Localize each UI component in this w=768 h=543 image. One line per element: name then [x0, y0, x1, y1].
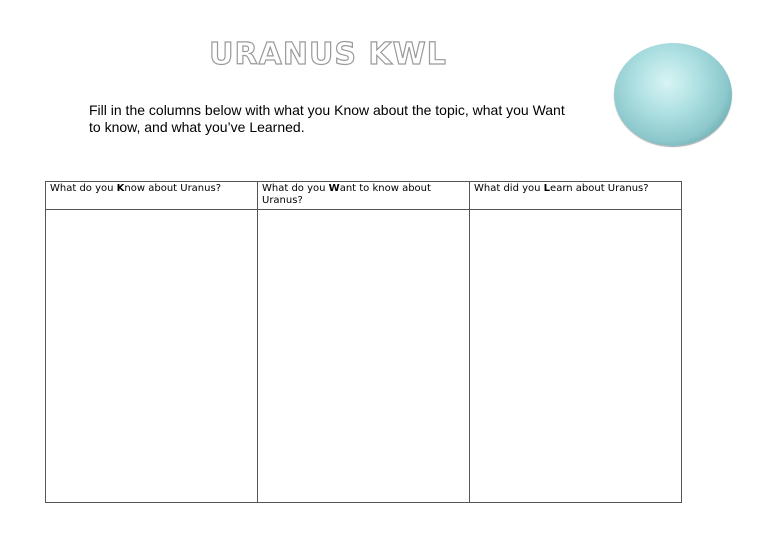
kwl-table	[45, 181, 682, 503]
kwl-column-header-know	[46, 182, 258, 210]
kwl-column-header-text: What do you	[50, 183, 117, 194]
kwl-column-header-letter: W	[328, 183, 340, 194]
kwl-cell-know[interactable]	[46, 210, 258, 503]
page-title: URANUS KWL	[209, 37, 447, 72]
kwl-column-header-text: What do you	[262, 183, 329, 194]
kwl-column-header-letter: L	[543, 183, 551, 194]
kwl-cell-want[interactable]	[258, 210, 470, 503]
kwl-body-row	[46, 210, 682, 503]
uranus-planet-icon	[614, 43, 732, 146]
kwl-column-header-text: ant to know about Uranus?	[262, 183, 431, 206]
kwl-column-header-letter: K	[116, 183, 125, 194]
kwl-column-header-want	[258, 182, 470, 210]
kwl-column-header-text: What did you	[474, 183, 544, 194]
kwl-column-header-text: now about Uranus?	[124, 183, 222, 194]
instructions-text: Fill in the columns below with what you Know about the topic, what you Want to know, and what you’ve Learned.	[89, 102, 565, 135]
kwl-column-header-text: earn about Uranus?	[550, 183, 649, 194]
kwl-column-header-learned	[470, 182, 682, 210]
kwl-header-row	[46, 182, 682, 210]
kwl-cell-learned[interactable]	[470, 210, 682, 503]
